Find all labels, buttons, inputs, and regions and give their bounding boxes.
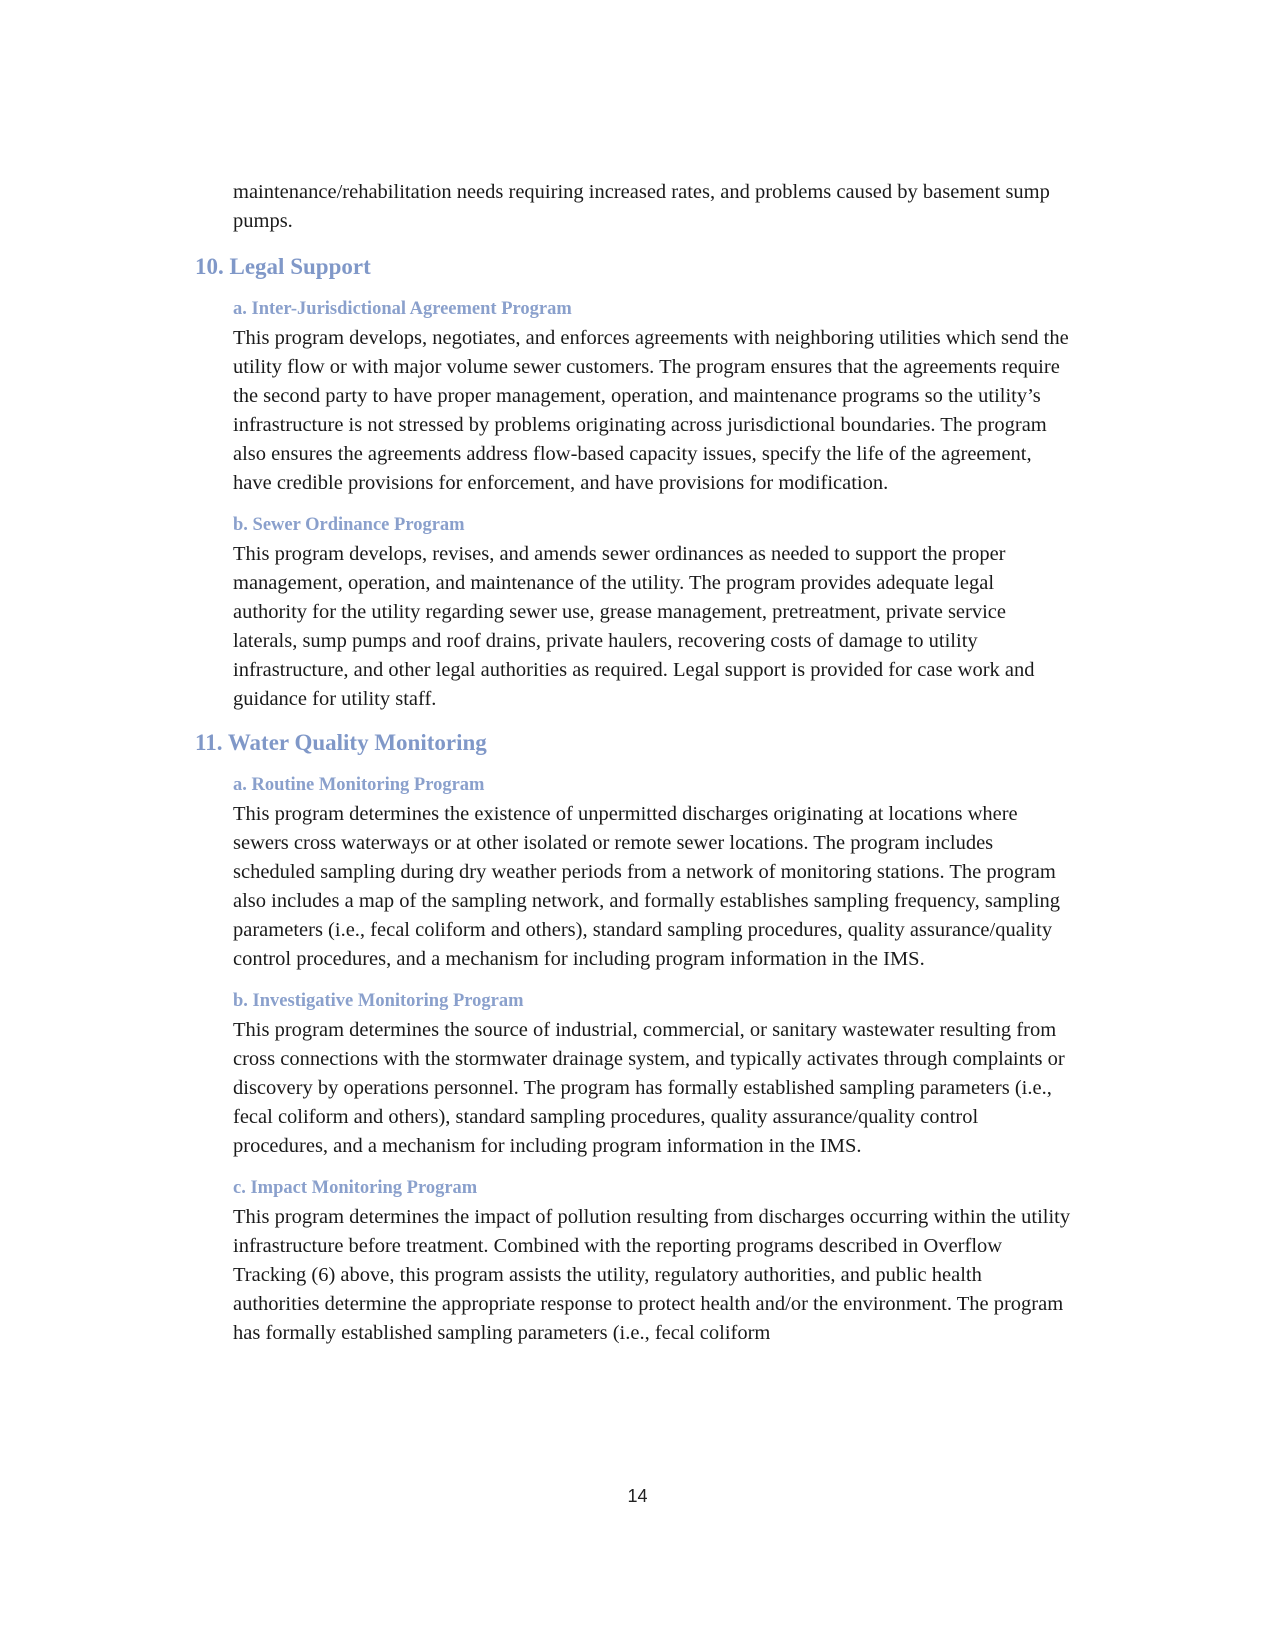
- intro-paragraph: maintenance/rehabilitation needs requiring increased rates, and problems caused by basement sump pumps.: [233, 181, 1050, 232]
- subsection-heading: c. Impact Monitoring Program: [233, 1178, 478, 1198]
- subsection-routine-monitoring: [233, 772, 1073, 974]
- subsection-paragraph: This program determines the source of industrial, commercial, or sanitary wastewater resulting from cross connections with the stormwater drainage system, and typically activates through complaints or discovery by operations personnel. The program has formally established sampling parameters (i.e., fecal coliform and others), standard sampling procedures, quality assurance/quality control procedures, and a mechanism for including program information in the IMS.: [233, 1019, 1065, 1157]
- subsection-sewer-ordinance: [233, 512, 1073, 714]
- subsection-paragraph: This program develops, negotiates, and enforces agreements with neighboring utilities which send the utility flow or with major volume sewer customers. The program ensures that the agreements require the second party to have proper management, operation, and maintenance programs so the utility’s infrastructure is not stressed by problems originating across jurisdictional boundaries. The program also ensures the agreements address flow-based capacity issues, specify the life of the agreement, have credible provisions for enforcement, and have provisions for modification.: [233, 327, 1069, 494]
- subsection-paragraph: This program develops, revises, and amends sewer ordinances as needed to support the proper management, operation, and maintenance of the utility. The program provides adequate legal authority for the utility regarding sewer use, grease management, pretreatment, private service laterals, sump pumps and roof drains, private haulers, recovering costs of damage to utility infrastructure, and other legal authorities as required. Legal support is provided for case work and guidance for utility staff.: [233, 543, 1035, 710]
- section-heading-legal-support: 10. Legal Support: [195, 254, 371, 279]
- section-heading-water-quality-monitoring: 11. Water Quality Monitoring: [195, 730, 487, 755]
- subsection-heading: a. Routine Monitoring Program: [233, 775, 485, 795]
- subsection-heading: b. Sewer Ordinance Program: [233, 515, 465, 535]
- page-number: 14: [627, 1486, 648, 1506]
- subsection-heading: b. Investigative Monitoring Program: [233, 991, 524, 1011]
- subsection-heading: a. Inter-Jurisdictional Agreement Program: [233, 299, 572, 319]
- page-content: [195, 178, 1073, 1362]
- subsection-investigative-monitoring: [233, 988, 1073, 1161]
- subsection-paragraph: This program determines the impact of pollution resulting from discharges occurring within the utility infrastructure before treatment. Combined with the reporting programs described in Overflow Tracking (6) above, this program assists the utility, regulatory authorities, and public health authorities determine the appropriate response to protect health and/or the environment. The program has formally established sampling parameters (i.e., fecal coliform: [233, 1206, 1071, 1344]
- subsection-impact-monitoring: [233, 1175, 1073, 1348]
- subsection-inter-jurisdictional: [233, 296, 1073, 498]
- subsection-paragraph: This program determines the existence of unpermitted discharges originating at locations where sewers cross waterways or at other isolated or remote sewer locations. The program includes scheduled sampling during dry weather periods from a network of monitoring stations. The program also includes a map of the sampling network, and formally establishes sampling frequency, sampling parameters (i.e., fecal coliform and others), standard sampling procedures, quality assurance/quality control procedures, and a mechanism for including program information in the IMS.: [233, 803, 1061, 970]
